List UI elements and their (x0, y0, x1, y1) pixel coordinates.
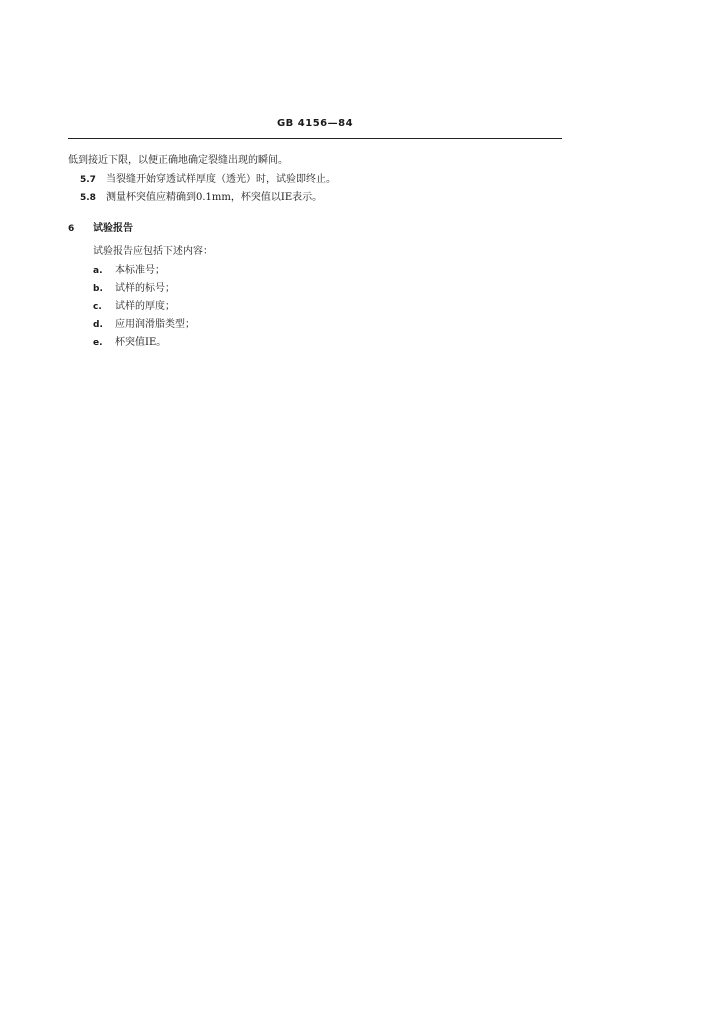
section-title: 试验报告 (93, 223, 133, 234)
clause-number: 5.8 (80, 193, 96, 203)
standard-code-header: GB 4156—84 (276, 118, 354, 129)
list-item-label: b. (93, 284, 103, 294)
clause-5-7 (80, 173, 336, 187)
list-item-text: 试样的厚度； (115, 301, 175, 312)
list-item-d (93, 318, 195, 332)
list-item-label: d. (93, 320, 103, 330)
list-item-label: c. (93, 302, 102, 312)
list-item-text: 试样的标号； (115, 283, 175, 294)
list-item-a (93, 264, 165, 278)
report-intro: 试验报告应包括下述内容： (93, 246, 213, 257)
clause-5-8 (80, 191, 322, 205)
list-item-b (93, 282, 175, 296)
list-item-e (93, 336, 166, 350)
clause-text: 测量杯突值应精确到0.1mm，杯突值以IE表示。 (106, 192, 323, 203)
section-number: 6 (68, 224, 75, 234)
list-item-text: 应用润滑脂类型； (115, 319, 195, 330)
list-item-c (93, 300, 175, 314)
clause-number: 5.7 (80, 175, 96, 185)
list-item-label: a. (93, 266, 103, 276)
section-6-heading (68, 222, 133, 236)
clause-text: 当裂缝开始穿透试样厚度（透光）时，试验即终止。 (106, 174, 336, 185)
list-item-text: 杯突值IE。 (115, 337, 167, 348)
list-item-label: e. (93, 338, 103, 348)
continuation-line: 低到接近下限，以便正确地确定裂缝出现的瞬间。 (68, 155, 288, 166)
header-rule (68, 138, 562, 139)
list-item-text: 本标准号； (115, 265, 165, 276)
